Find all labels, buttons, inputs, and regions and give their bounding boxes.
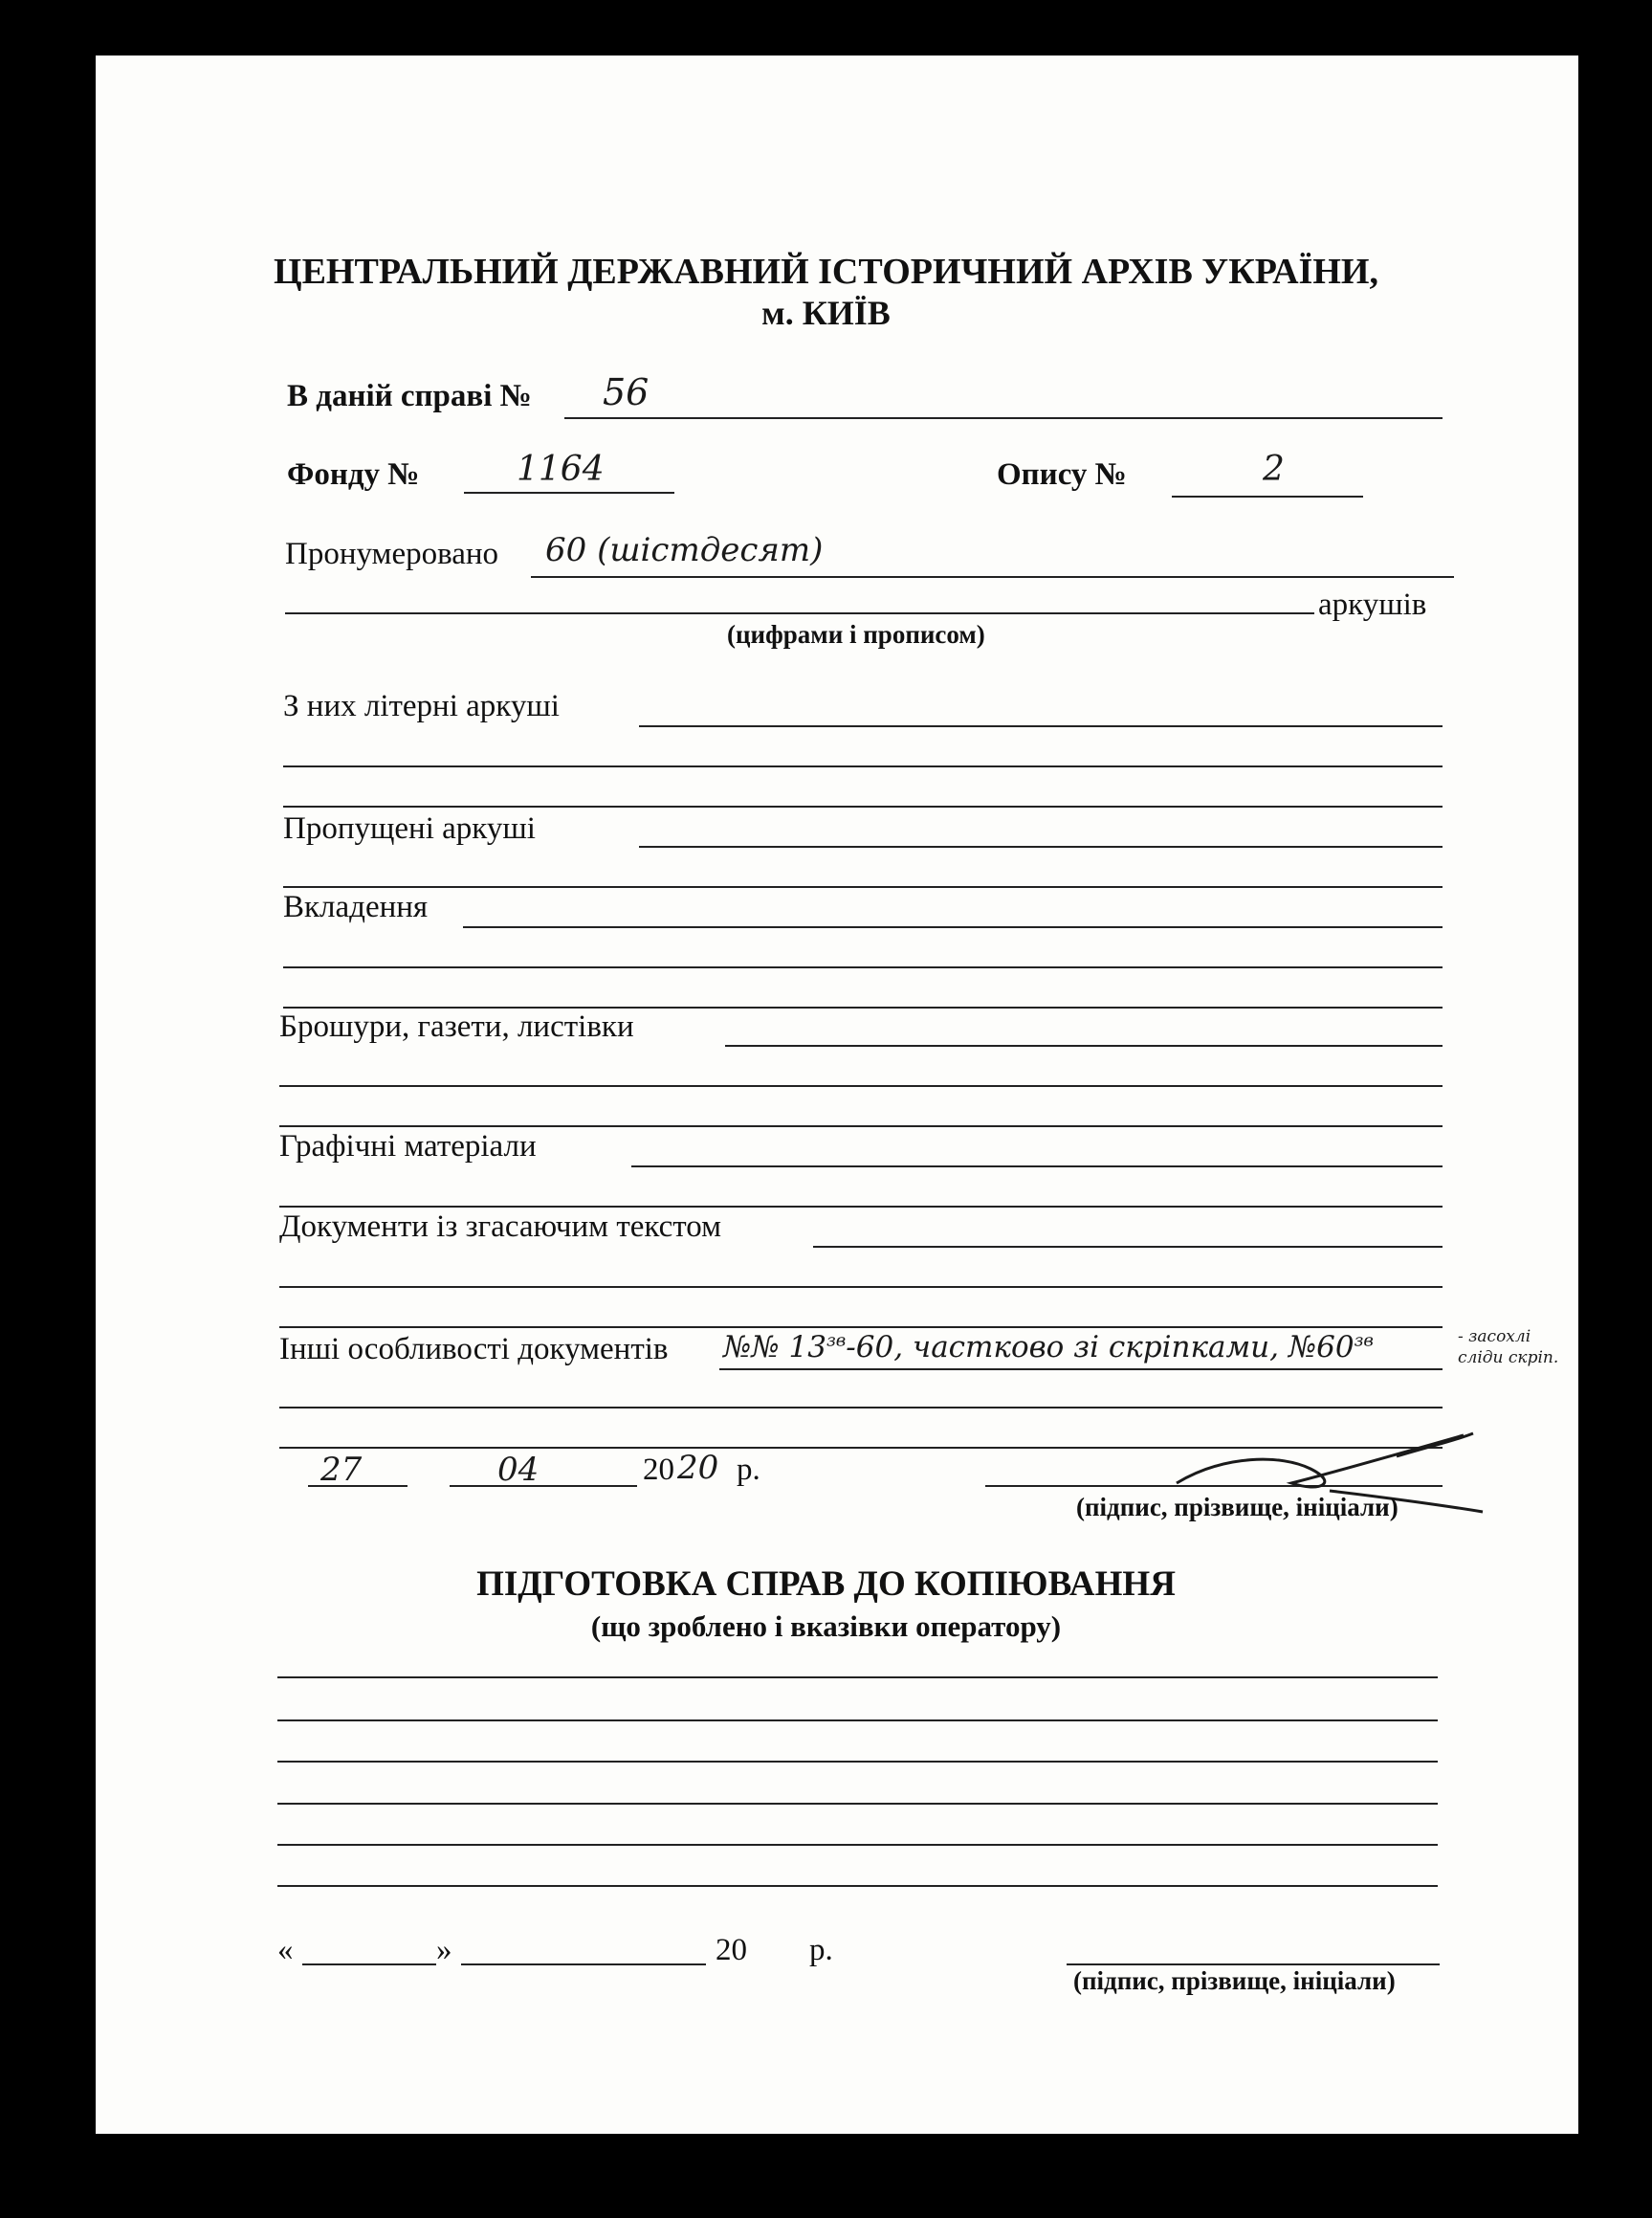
- signature-hint: (підпис, прізвище, ініціали): [1076, 1493, 1399, 1521]
- case-number-value[interactable]: 56: [603, 371, 650, 413]
- instructions-line-2: [277, 1719, 1438, 1721]
- other-features-label: Інші особливості документів: [279, 1332, 669, 1366]
- numbered-label: Пронумеровано: [285, 537, 499, 571]
- instructions-line-3: [277, 1761, 1438, 1763]
- other-features-margin-note: - засохлі сліди скріп.: [1458, 1327, 1559, 1367]
- missing-sheets-line-1: [639, 846, 1443, 848]
- sheets-suffix: аркушів: [1318, 588, 1427, 622]
- attachments-line-2: [283, 966, 1443, 968]
- faded-docs-label: Документи із згасаючим текстом: [279, 1209, 721, 1244]
- date-day[interactable]: 27: [320, 1451, 363, 1489]
- archive-title: ЦЕНТРАЛЬНИЙ ДЕРЖАВНИЙ ІСТОРИЧНИЙ АРХІВ УКРАЇНИ,: [274, 252, 1378, 292]
- other-features-value[interactable]: [723, 1330, 1374, 1364]
- date-month-line: [450, 1485, 637, 1487]
- numbered-hint: (цифрами і прописом): [727, 620, 985, 649]
- case-number-label: В даній справі №: [287, 379, 532, 413]
- date-month[interactable]: 04: [497, 1451, 540, 1489]
- opys-label: Опису №: [997, 457, 1127, 492]
- other-features-line-1: [719, 1368, 1443, 1370]
- letter-sheets-label: З них літерні аркуші: [283, 689, 560, 723]
- missing-sheets-label: Пропущені аркуші: [283, 811, 536, 846]
- graphics-label: Графічні матеріали: [279, 1129, 537, 1164]
- missing-sheets-line-2: [283, 886, 1443, 888]
- date2-month-line: [461, 1963, 706, 1965]
- other-features-value-b: -60, частково зі скріпками, №60: [846, 1330, 1355, 1364]
- faded-docs-line-1: [813, 1246, 1443, 1248]
- archive-form-page: [96, 55, 1578, 2134]
- brochures-line-2: [279, 1085, 1443, 1087]
- other-features-line-2: [279, 1407, 1443, 1408]
- fond-value[interactable]: 1164: [517, 450, 605, 489]
- attachments-label: Вкладення: [283, 890, 429, 924]
- faded-docs-line-2: [279, 1286, 1443, 1288]
- date2-close-quote: »: [436, 1933, 452, 1967]
- date2-open-quote: «: [277, 1933, 294, 1967]
- other-features-value-sup2: зв: [1354, 1330, 1374, 1351]
- date-year-prefix: 20: [643, 1453, 674, 1487]
- archive-city: м. КИЇВ: [761, 294, 891, 332]
- attachments-line-1: [463, 926, 1443, 928]
- date-year-value[interactable]: 20: [677, 1449, 719, 1487]
- fond-line: [464, 492, 674, 494]
- fond-label: Фонду №: [287, 457, 420, 492]
- letter-sheets-line-3: [283, 806, 1443, 808]
- opys-line: [1172, 496, 1363, 498]
- date2-day-line: [302, 1963, 436, 1965]
- instructions-line-4: [277, 1803, 1438, 1805]
- case-number-line: [564, 417, 1443, 419]
- numbered-line-1: [531, 576, 1454, 578]
- other-features-value-a: №№ 13: [723, 1330, 826, 1364]
- signature2-hint: (підпис, прізвище, ініціали): [1073, 1966, 1396, 1995]
- graphics-line-2: [279, 1206, 1443, 1208]
- letter-sheets-line-1: [639, 725, 1443, 727]
- instructions-line-1: [277, 1676, 1438, 1678]
- section2-title: ПІДГОТОВКА СПРАВ ДО КОПІЮВАННЯ: [476, 1564, 1176, 1604]
- attachments-line-3: [283, 1007, 1443, 1009]
- graphics-line-1: [631, 1165, 1443, 1167]
- brochures-label: Брошури, газети, листівки: [279, 1009, 634, 1044]
- date-suffix: р.: [737, 1453, 760, 1487]
- date2-year-prefix: 20: [716, 1933, 747, 1967]
- faded-docs-line-3: [279, 1326, 1443, 1328]
- signature2-line: [1067, 1963, 1440, 1965]
- opys-value[interactable]: 2: [1263, 450, 1285, 489]
- brochures-line-3: [279, 1125, 1443, 1127]
- instructions-line-6: [277, 1885, 1438, 1887]
- instructions-line-5: [277, 1844, 1438, 1846]
- section2-subtitle: (що зроблено і вказівки оператору): [590, 1609, 1062, 1643]
- brochures-line-1: [725, 1045, 1443, 1047]
- other-features-value-sup: зв: [826, 1330, 847, 1351]
- date2-year-suffix: р.: [809, 1933, 833, 1967]
- letter-sheets-line-2: [283, 765, 1443, 767]
- numbered-value[interactable]: 60 (шістдесят): [545, 531, 824, 569]
- numbered-line-2: [285, 612, 1314, 614]
